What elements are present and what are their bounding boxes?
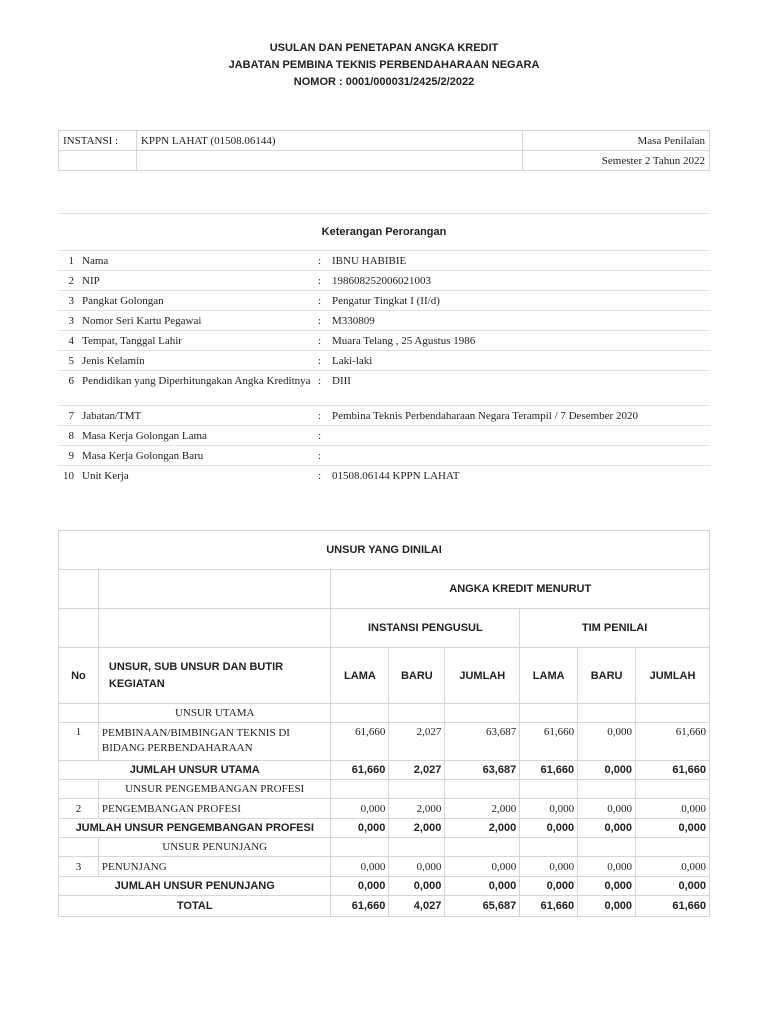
blank-cell	[98, 609, 331, 648]
field-label: Nomor Seri Kartu Pegawai	[80, 311, 316, 331]
field-value	[330, 446, 710, 466]
keterangan-row	[58, 251, 710, 271]
field-label: Tempat, Tanggal Lahir	[80, 331, 316, 351]
value-cell: 0,000	[578, 877, 636, 896]
col-unsur-header: UNSUR, SUB UNSUR DAN BUTIR KEGIATAN	[98, 648, 331, 704]
subtotal-row	[59, 877, 710, 896]
header-number: NOMOR : 0001/000031/2425/2/2022	[293, 76, 475, 88]
value-cell: 0,000	[445, 877, 520, 896]
row-number: 2	[58, 271, 80, 291]
keterangan-row	[58, 466, 710, 486]
field-label: Pangkat Golongan	[80, 291, 316, 311]
tim-penilai-header: TIM PENILAI	[520, 609, 710, 648]
field-separator: :	[316, 271, 330, 291]
instansi-pengusul-header: INSTANSI PENGUSUL	[331, 609, 520, 648]
keterangan-row	[58, 271, 710, 291]
keterangan-row	[58, 426, 710, 446]
field-separator: :	[316, 446, 330, 466]
section-unsur-profesi: UNSUR PENGEMBANGAN PROFESI	[98, 780, 331, 799]
field-label: Pendidikan yang Diperhitungakan Angka Kreditnya	[80, 371, 316, 406]
keterangan-perorangan-table	[58, 213, 710, 485]
value-cell: 0,000	[636, 799, 710, 819]
col-lama-header: LAMA	[520, 648, 578, 704]
col-lama-header: LAMA	[331, 648, 389, 704]
blank-cell	[59, 704, 99, 723]
field-label: Jenis Kelamin	[80, 351, 316, 371]
field-separator: :	[316, 311, 330, 331]
col-no-header: No	[59, 648, 99, 704]
field-label: Jabatan/TMT	[80, 406, 316, 426]
masa-penilaian-value: Semester 2 Tahun 2022	[523, 151, 710, 171]
field-label: NIP	[80, 271, 316, 291]
value-cell: 61,660	[520, 723, 578, 761]
row-number: 6	[58, 371, 80, 406]
value-cell: 61,660	[636, 723, 710, 761]
field-value: M330809	[330, 311, 710, 331]
value-cell: 0,000	[578, 723, 636, 761]
jumlah-unsur-utama-label: JUMLAH UNSUR UTAMA	[59, 761, 331, 780]
keterangan-row	[58, 446, 710, 466]
col-jumlah-header: JUMLAH	[445, 648, 520, 704]
total-row	[59, 896, 710, 917]
blank-cell	[98, 570, 331, 609]
value-cell: 0,000	[331, 877, 389, 896]
value-cell: 2,027	[389, 723, 445, 761]
row-number: 4	[58, 331, 80, 351]
subtotal-row	[59, 761, 710, 780]
keterangan-row	[58, 311, 710, 331]
value-cell: 0,000	[331, 857, 389, 877]
unsur-table	[58, 530, 710, 917]
row-number: 10	[58, 466, 80, 486]
field-separator: :	[316, 251, 330, 271]
value-cell: 2,000	[389, 819, 445, 838]
value-cell: 0,000	[578, 819, 636, 838]
instansi-value: KPPN LAHAT (01508.06144)	[136, 131, 522, 151]
subtotal-row	[59, 819, 710, 838]
row-label: PENGEMBANGAN PROFESI	[98, 799, 331, 819]
jumlah-unsur-penunjang-label: JUMLAH UNSUR PENUNJANG	[59, 877, 331, 896]
table-row	[59, 857, 710, 877]
value-cell: 65,687	[445, 896, 520, 917]
col-jumlah-header: JUMLAH	[636, 648, 710, 704]
value-cell: 63,687	[445, 761, 520, 780]
instansi-label: INSTANSI :	[59, 131, 137, 151]
value-cell: 61,660	[520, 761, 578, 780]
value-cell: 0,000	[520, 857, 578, 877]
header-title: USULAN DAN PENETAPAN ANGKA KREDIT	[269, 42, 499, 54]
field-label: Unit Kerja	[80, 466, 316, 486]
instansi-blank-2	[136, 151, 522, 171]
value-cell: 0,000	[636, 857, 710, 877]
row-number: 8	[58, 426, 80, 446]
field-value: Laki-laki	[330, 351, 710, 371]
row-no: 3	[59, 857, 99, 877]
col-baru-header: BARU	[389, 648, 445, 704]
col-baru-header: BARU	[578, 648, 636, 704]
value-cell: 2,000	[445, 819, 520, 838]
table-row	[59, 799, 710, 819]
value-cell: 2,000	[389, 799, 445, 819]
value-cell: 0,000	[520, 819, 578, 838]
keterangan-row	[58, 291, 710, 311]
total-label: TOTAL	[59, 896, 331, 917]
value-cell: 61,660	[331, 896, 389, 917]
row-number: 7	[58, 406, 80, 426]
value-cell: 0,000	[389, 857, 445, 877]
field-label: Masa Kerja Golongan Lama	[80, 426, 316, 446]
value-cell: 0,000	[331, 819, 389, 838]
row-no: 1	[59, 723, 99, 761]
blank-cell	[59, 780, 99, 799]
value-cell: 2,027	[389, 761, 445, 780]
table-row	[59, 723, 710, 761]
value-cell: 61,660	[636, 896, 710, 917]
header-subtitle: JABATAN PEMBINA TEKNIS PERBENDAHARAAN NEGARA	[228, 59, 540, 71]
unsur-title: UNSUR YANG DINILAI	[59, 531, 710, 570]
row-number: 3	[58, 311, 80, 331]
field-label: Masa Kerja Golongan Baru	[80, 446, 316, 466]
value-cell: 63,687	[445, 723, 520, 761]
section-unsur-penunjang: UNSUR PENUNJANG	[98, 838, 331, 857]
field-value: DIII	[330, 371, 710, 406]
field-value: Pengatur Tingkat I (II/d)	[330, 291, 710, 311]
keterangan-row	[58, 331, 710, 351]
row-label: PEMBINAAN/BIMBINGAN TEKNIS DI BIDANG PERBENDAHARAAN	[98, 723, 331, 761]
field-separator: :	[316, 351, 330, 371]
value-cell: 0,000	[578, 896, 636, 917]
field-separator: :	[316, 291, 330, 311]
field-value	[330, 426, 710, 446]
row-number: 5	[58, 351, 80, 371]
field-separator: :	[316, 371, 330, 406]
row-number: 9	[58, 446, 80, 466]
value-cell: 0,000	[445, 857, 520, 877]
blank-cell	[59, 570, 99, 609]
row-label: PENUNJANG	[98, 857, 331, 877]
value-cell: 61,660	[636, 761, 710, 780]
blank-cell	[59, 609, 99, 648]
keterangan-row	[58, 351, 710, 371]
row-number: 1	[58, 251, 80, 271]
field-value: 198608252006021003	[330, 271, 710, 291]
value-cell: 2,000	[445, 799, 520, 819]
value-cell: 0,000	[636, 819, 710, 838]
instansi-table	[58, 130, 710, 171]
masa-penilaian-label: Masa Penilaian	[523, 131, 710, 151]
value-cell: 0,000	[578, 799, 636, 819]
row-no: 2	[59, 799, 99, 819]
value-cell: 4,027	[389, 896, 445, 917]
value-cell: 0,000	[331, 799, 389, 819]
field-separator: :	[316, 466, 330, 486]
keterangan-row	[58, 406, 710, 426]
value-cell: 61,660	[331, 723, 389, 761]
jumlah-unsur-profesi-label: JUMLAH UNSUR PENGEMBANGAN PROFESI	[59, 819, 331, 838]
document-header	[0, 40, 768, 91]
value-cell: 0,000	[578, 761, 636, 780]
field-separator: :	[316, 331, 330, 351]
field-value: Muara Telang , 25 Agustus 1986	[330, 331, 710, 351]
field-separator: :	[316, 426, 330, 446]
value-cell: 0,000	[520, 799, 578, 819]
field-value: 01508.06144 KPPN LAHAT	[330, 466, 710, 486]
keterangan-title: Keterangan Perorangan	[58, 214, 710, 251]
value-cell: 0,000	[389, 877, 445, 896]
field-separator: :	[316, 406, 330, 426]
value-cell: 61,660	[520, 896, 578, 917]
field-value: Pembina Teknis Perbendaharaan Negara Terampil / 7 Desember 2020	[330, 406, 710, 426]
value-cell: 0,000	[578, 857, 636, 877]
row-number: 3	[58, 291, 80, 311]
keterangan-row	[58, 371, 710, 406]
blank-cell	[59, 838, 99, 857]
keterangan-rows	[58, 251, 710, 486]
angka-kredit-header: ANGKA KREDIT MENURUT	[331, 570, 710, 609]
instansi-blank-1	[59, 151, 137, 171]
value-cell: 0,000	[636, 877, 710, 896]
field-label: Nama	[80, 251, 316, 271]
field-value: IBNU HABIBIE	[330, 251, 710, 271]
value-cell: 61,660	[331, 761, 389, 780]
value-cell: 0,000	[520, 877, 578, 896]
section-unsur-utama: UNSUR UTAMA	[98, 704, 331, 723]
